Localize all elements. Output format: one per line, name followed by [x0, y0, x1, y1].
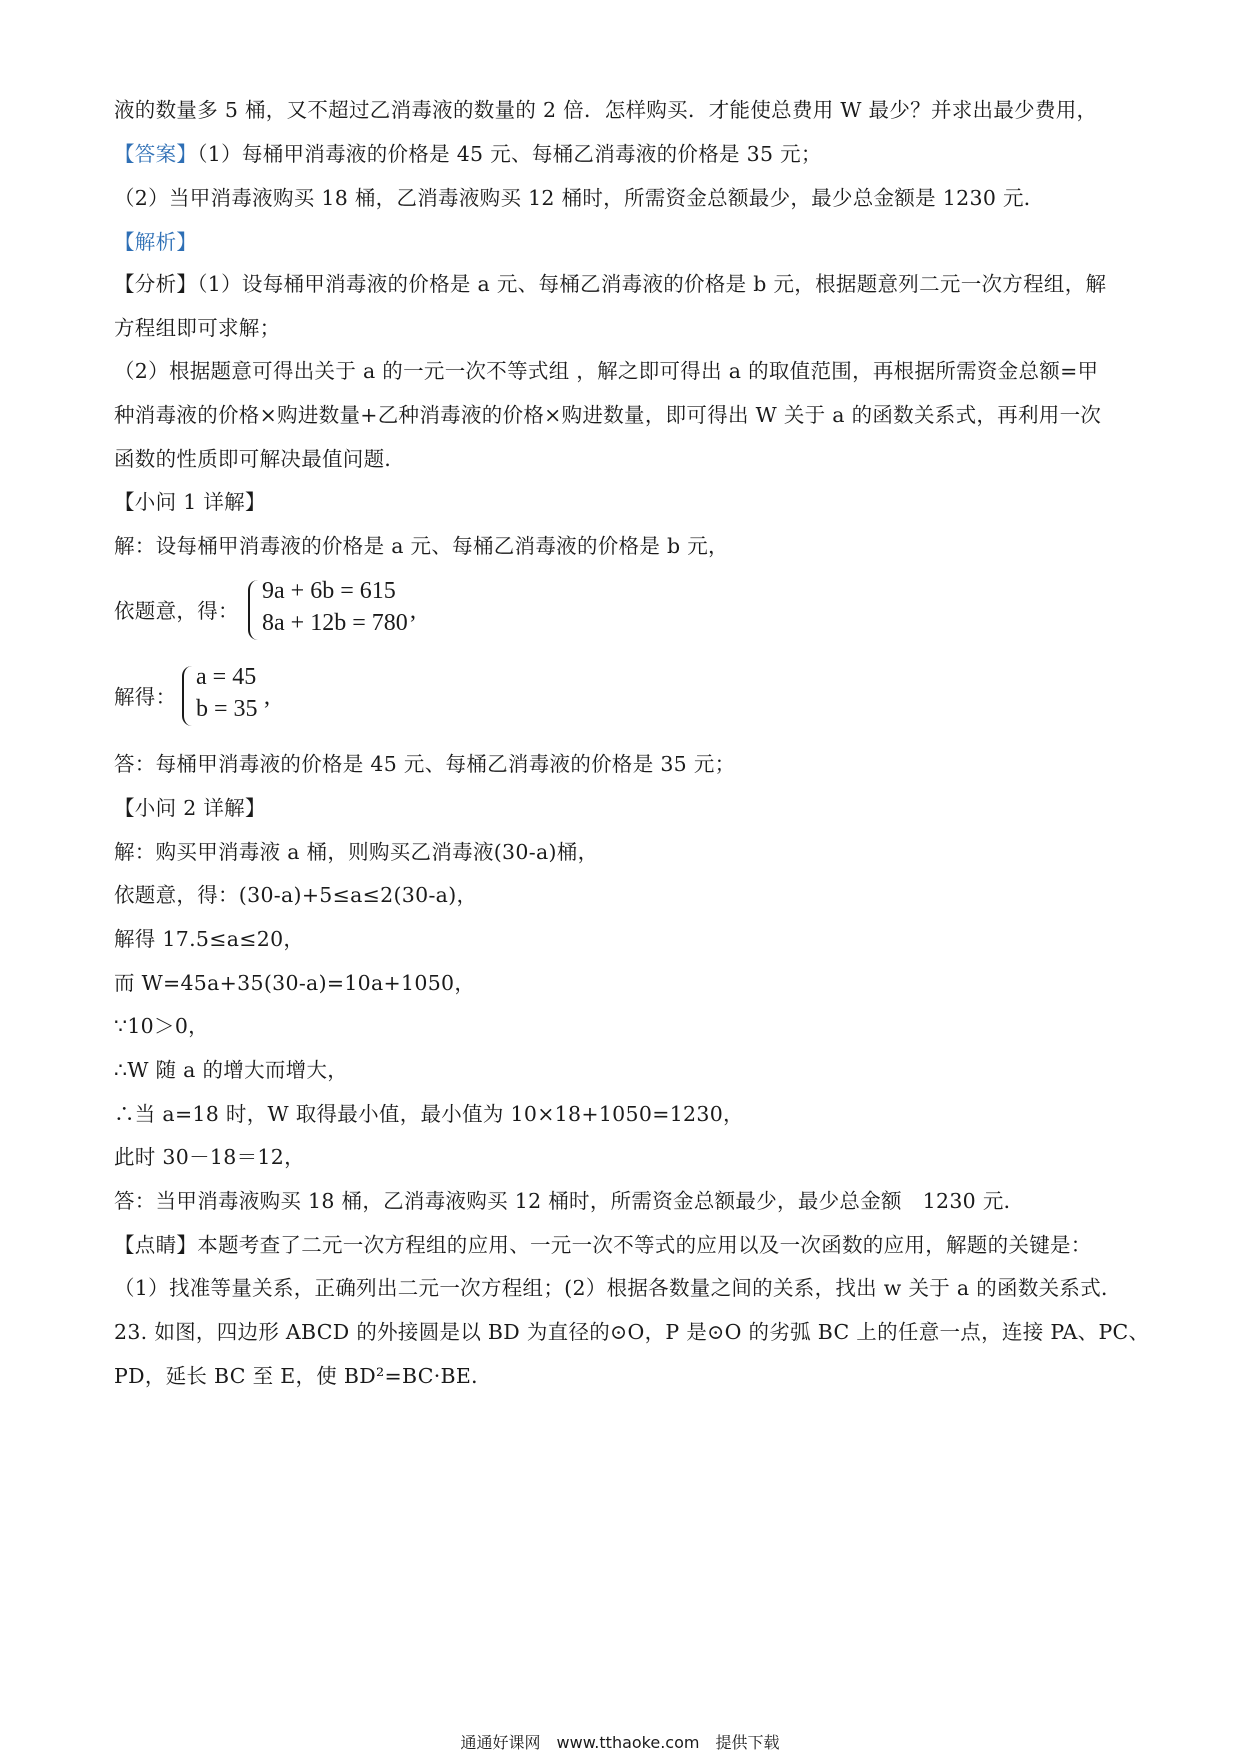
- equation-comma: ,: [264, 684, 270, 710]
- text-line: ∴W 随 a 的增大而增大，: [114, 1058, 349, 1082]
- text-line: 函数的性质即可解决最值问题．: [114, 447, 406, 471]
- section-heading: 【小问 1 详解】: [114, 490, 266, 514]
- equation-comma: ,: [410, 598, 416, 624]
- page-footer: 通通好课网 www.tthaoke.com 提供下载: [460, 1733, 780, 1752]
- left-brace: [248, 580, 262, 640]
- section-heading: 【小问 2 详解】: [114, 796, 266, 820]
- equation: 8a + 12b = 780: [262, 610, 408, 636]
- text-line: 此时 30－18＝12，: [114, 1145, 305, 1169]
- question-line: PD，延长 BC 至 E，使 BD²=BC·BE．: [114, 1364, 492, 1388]
- analysis-tag: 【解析】: [114, 230, 198, 254]
- text-line: 解：设每桶甲消毒液的价格是 a 元、每桶乙消毒液的价格是 b 元，: [114, 534, 729, 558]
- text-line: 解得 17.5≤a≤20，: [114, 927, 305, 951]
- text-line: （2）当甲消毒液购买 18 桶，乙消毒液购买 12 桶时，所需资金总额最少，最少总金额是 1230 元．: [114, 186, 1045, 210]
- question-line: 23. 如图，四边形 ABCD 的外接圆是以 BD 为直径的⊙O，P 是⊙O 的劣弧 BC 上的任意一点，连接 PA、PC、: [114, 1320, 1150, 1344]
- text-line: 方程组即可求解；: [114, 316, 281, 340]
- text-line: ∴当 a=18 时，W 取得最小值，最小值为 10×18+1050=1230，: [114, 1102, 744, 1126]
- answer-line: [114, 140, 822, 168]
- text-line: ∵10＞0，: [114, 1014, 209, 1038]
- equation-label: 依题意，得：: [114, 599, 239, 623]
- text-line: 液的数量多 5 桶，又不超过乙消毒液的数量的 2 倍．怎样购买．才能使总费用 W 最少？并求出最少费用，: [114, 98, 1098, 122]
- text-line: 【点睛】本题考查了二元一次方程组的应用、一元一次不等式的应用以及一次函数的应用，解题的关键是：: [114, 1233, 1092, 1257]
- answer-tag: 【答案】: [114, 142, 198, 166]
- equation: 9a + 6b = 615: [262, 578, 396, 604]
- left-brace: [182, 666, 196, 726]
- text-line: 依题意，得：(30-a)+5≤a≤2(30-a)，: [114, 883, 478, 907]
- text-line: 而 W=45a+35(30-a)=10a+1050，: [114, 971, 476, 995]
- text-line: （2）根据题意可得出关于 a 的一元一次不等式组 ，解之即可得出 a 的取值范围，再根据所需资金总额=甲: [114, 359, 1099, 383]
- text-line: 【分析】（1）设每桶甲消毒液的价格是 a 元、每桶乙消毒液的价格是 b 元，根据题意列二元一次方程组，解: [114, 272, 1107, 296]
- answer-text: （1）每桶甲消毒液的价格是 45 元、每桶乙消毒液的价格是 35 元；: [197, 142, 822, 166]
- equation-label: 解得：: [114, 685, 177, 709]
- text-line: 答：当甲消毒液购买 18 桶，乙消毒液购买 12 桶时，所需资金总额最少，最少总金额 1230 元．: [114, 1189, 1025, 1213]
- equation: b = 35: [196, 696, 258, 722]
- text-line: 种消毒液的价格×购进数量+乙种消毒液的价格×购进数量，即可得出 W 关于 a 的函数关系式，再利用一次: [114, 403, 1102, 427]
- text-line: 答：每桶甲消毒液的价格是 45 元、每桶乙消毒液的价格是 35 元；: [114, 752, 736, 776]
- text-line: （1）找准等量关系，正确列出二元一次方程组；(2）根据各数量之间的关系，找出 w 关于 a 的函数关系式．: [114, 1276, 1122, 1300]
- equation: a = 45: [196, 664, 257, 690]
- text-line: 解：购买甲消毒液 a 桶，则购买乙消毒液(30-a)桶，: [114, 840, 599, 864]
